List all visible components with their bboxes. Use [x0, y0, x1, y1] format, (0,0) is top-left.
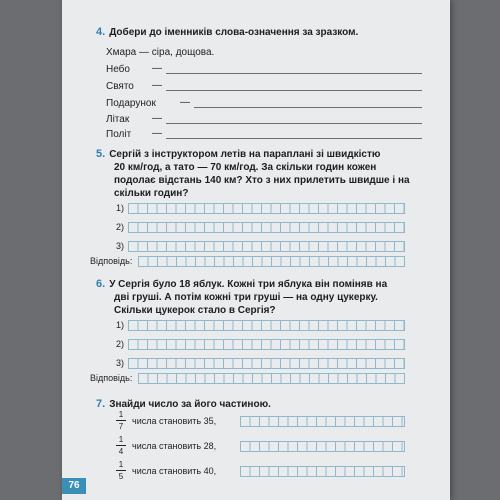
- answer-label: Відповідь:: [90, 256, 133, 266]
- task-5-number: 5.: [96, 148, 106, 160]
- noun-dash: —: [152, 113, 162, 124]
- noun-label: Літак: [106, 114, 130, 125]
- task-4-header: [96, 26, 358, 39]
- answer-grid[interactable]: [128, 203, 405, 214]
- task-5-line: скільки годин?: [114, 188, 189, 199]
- noun-dash: —: [152, 80, 162, 91]
- answer-grid[interactable]: [240, 416, 405, 427]
- answer-grid[interactable]: [240, 441, 405, 452]
- row-number: 1): [116, 320, 125, 330]
- answer-label: Відповідь:: [90, 373, 133, 383]
- answer-grid[interactable]: [138, 256, 405, 267]
- row-number: 3): [116, 358, 125, 368]
- noun-label: Небо: [106, 64, 130, 75]
- task-7-title: Знайди число за його частиною.: [109, 399, 271, 410]
- row-number: 1): [116, 203, 125, 213]
- answer-grid[interactable]: [128, 320, 405, 331]
- fraction-numerator: 1: [118, 435, 124, 444]
- fraction-text: числа становить 40,: [132, 466, 217, 476]
- row-number: 2): [116, 222, 125, 232]
- fraction-numerator: 1: [118, 460, 124, 469]
- task-5-line: 20 км/год, а тато — 70 км/год. За скільки годин кожен: [114, 162, 377, 173]
- noun-label: Свято: [106, 81, 134, 92]
- row-number: 2): [116, 339, 125, 349]
- answer-line[interactable]: [166, 90, 422, 91]
- task-6-line: дві груші. А потім кожні три груші — на одну цукерку.: [114, 292, 378, 303]
- task-6-line: Скільки цукерок стало в Сергія?: [114, 305, 276, 316]
- page-number: 76: [62, 478, 86, 494]
- noun-label: Подарунок: [106, 98, 156, 109]
- noun-dash: —: [152, 128, 162, 139]
- task-5-line: подолає відстань 140 км? Хто з них прилетить швидше і на: [114, 175, 410, 186]
- noun-dash: —: [180, 97, 190, 108]
- noun-dash: —: [152, 63, 162, 74]
- answer-grid[interactable]: [128, 222, 405, 233]
- noun-label: Політ: [106, 129, 132, 140]
- row-number: 3): [116, 241, 125, 251]
- task-5-line: Сергій з інструктором летів на параплані зі швидкістю: [109, 149, 381, 160]
- answer-line[interactable]: [166, 138, 422, 139]
- task-6-number: 6.: [96, 278, 106, 290]
- answer-line[interactable]: [166, 123, 422, 124]
- fraction: [116, 435, 126, 456]
- task-4-title: Добери до іменників слова-означення за зразком.: [109, 27, 359, 38]
- task-7-number: 7.: [96, 398, 106, 410]
- answer-line[interactable]: [194, 107, 422, 108]
- fraction-numerator: 1: [118, 410, 124, 419]
- task-5-header: [96, 148, 380, 161]
- answer-grid[interactable]: [240, 466, 405, 477]
- answer-line[interactable]: [166, 73, 422, 74]
- workbook-page: [62, 0, 450, 500]
- fraction-denominator: 7: [118, 422, 124, 431]
- fraction-denominator: 5: [118, 472, 124, 481]
- fraction: [116, 410, 126, 431]
- task-6-header: [96, 278, 387, 291]
- answer-grid[interactable]: [138, 373, 405, 384]
- fraction-text: числа становить 28,: [132, 441, 217, 451]
- fraction-text: числа становить 35,: [132, 416, 217, 426]
- answer-grid[interactable]: [128, 339, 405, 350]
- task-4-example: Хмара — сіра, дощова.: [106, 47, 215, 58]
- answer-grid[interactable]: [128, 358, 405, 369]
- fraction: [116, 460, 126, 481]
- task-6-line: У Сергія було 18 яблук. Кожні три яблука він поміняв на: [109, 279, 388, 290]
- task-4-number: 4.: [96, 26, 106, 38]
- fraction-denominator: 4: [118, 447, 124, 456]
- answer-grid[interactable]: [128, 241, 405, 252]
